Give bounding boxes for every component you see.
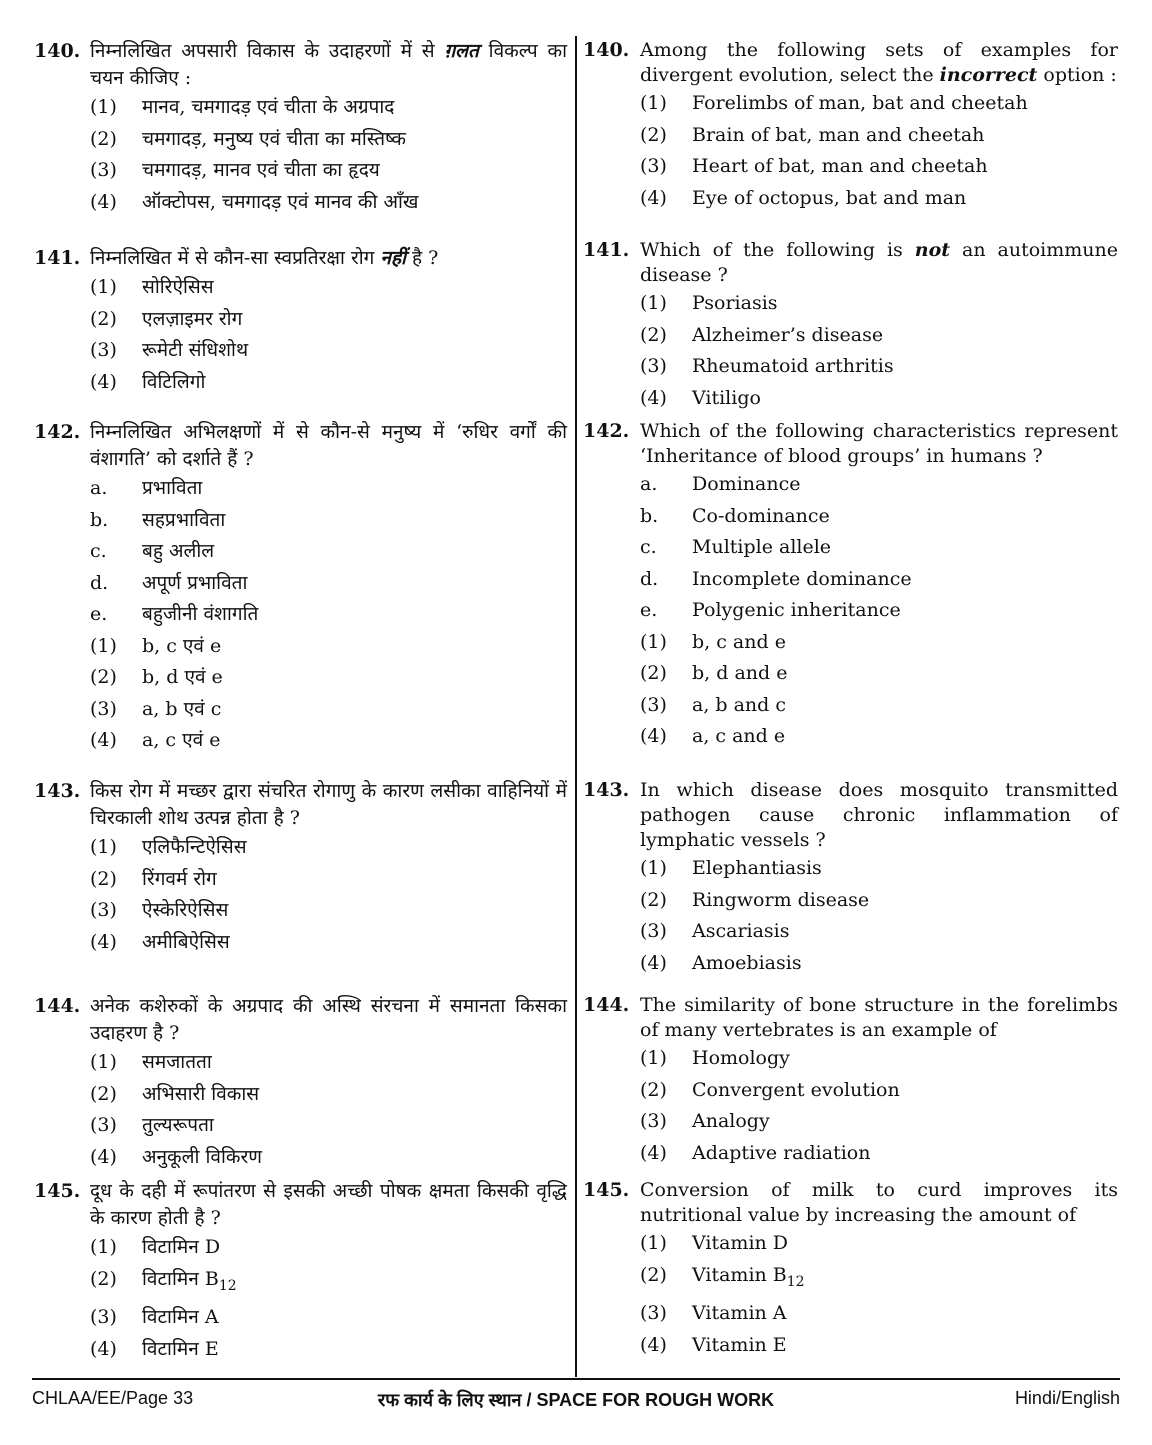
option-text: Alzheimer’s disease — [692, 323, 884, 346]
question-number: 140. — [34, 40, 81, 62]
option-key: (4) — [90, 1337, 117, 1360]
option-key: (4) — [640, 386, 667, 409]
option-key: c. — [90, 540, 107, 562]
option-item — [584, 183, 1118, 215]
option-text: b, d and e — [692, 662, 788, 684]
subscript: 12 — [218, 1277, 237, 1294]
option-text: विटामिन B — [142, 1267, 219, 1290]
option-key: (2) — [640, 662, 667, 684]
question-140 — [584, 38, 1118, 214]
option-text: Vitamin B — [692, 1263, 787, 1286]
option-text: Homology — [692, 1047, 790, 1069]
option-text: b, d एवं e — [142, 666, 223, 688]
question-number: 142. — [583, 420, 630, 442]
option-item — [584, 469, 1118, 501]
stem-text-end: विकल्प का चयन कीजिए : — [90, 40, 567, 89]
option-text: a, b एवं c — [142, 697, 222, 720]
stem-text: किस रोग में मच्छर द्वारा संचरित रोगाणु के कारण लसीका वाहिनियों में चिरकाली शोथ उत्पन्न होता है ? — [90, 780, 567, 829]
option-item — [34, 927, 567, 959]
option-key: (4) — [90, 930, 117, 953]
option-key: (1) — [640, 1047, 667, 1069]
option-text: Psoriasis — [692, 292, 778, 314]
question-stem — [34, 38, 567, 92]
option-item — [34, 1079, 567, 1111]
question-144 — [584, 993, 1118, 1169]
option-text: Ascariasis — [692, 920, 790, 942]
question-stem — [34, 993, 567, 1047]
stem-text-end: option : — [1037, 64, 1117, 86]
option-item — [584, 1106, 1118, 1138]
option-text: Convergent evolution — [692, 1078, 900, 1101]
option-key: e. — [90, 603, 108, 625]
option-text: सहप्रभाविता — [142, 508, 226, 531]
option-item — [584, 1138, 1118, 1170]
option-key: (3) — [90, 339, 117, 361]
stem-text: निम्नलिखित में से कौन-सा स्वप्रतिरक्षा रोग — [90, 247, 381, 269]
option-item — [584, 88, 1118, 120]
option-key: (4) — [640, 951, 667, 974]
stem-text-end: an autoimmune disease ? — [640, 239, 1118, 286]
option-item — [34, 1302, 567, 1334]
option-item — [584, 885, 1118, 917]
language-label: Hindi/English — [1014, 1388, 1120, 1408]
option-item — [34, 1264, 567, 1303]
option-text: Analogy — [692, 1110, 770, 1132]
option-key: (4) — [90, 190, 117, 213]
option-item — [584, 1298, 1118, 1330]
question-stem — [584, 1178, 1118, 1228]
stem-emphasis: incorrect — [939, 64, 1038, 86]
question-144 — [34, 993, 567, 1173]
option-item — [34, 304, 567, 336]
stem-text: The similarity of bone structure in the forelimbs of many vertebrates is an example of — [640, 994, 1118, 1041]
option-item — [34, 864, 567, 896]
option-key: (4) — [640, 725, 667, 747]
question-stem — [34, 419, 567, 473]
option-item — [584, 916, 1118, 948]
question-stem — [34, 1178, 567, 1232]
option-key: (4) — [640, 186, 667, 209]
option-item — [584, 383, 1118, 415]
option-item — [584, 1260, 1118, 1299]
question-number: 140. — [583, 39, 630, 61]
option-key: (2) — [640, 888, 667, 911]
stem-text: Which of the following characteristics represent ‘Inheritance of blood groups’ in humans ? — [640, 420, 1118, 467]
stem-text-end: है ? — [405, 247, 439, 269]
footer-rule — [32, 1378, 1120, 1380]
option-key: e. — [640, 599, 658, 621]
option-text: सोरिऐसिस — [142, 276, 214, 298]
option-text: चमगादड़, मनुष्य एवं चीता का मस्तिष्क — [142, 127, 406, 150]
option-item — [584, 120, 1118, 152]
option-key: b. — [640, 504, 659, 527]
option-text: तुल्यरूपता — [142, 1114, 214, 1136]
option-key: d. — [640, 567, 659, 590]
option-item — [584, 595, 1118, 627]
option-text: विटामिन A — [142, 1306, 219, 1328]
option-text: Co-dominance — [692, 504, 830, 527]
option-key: (2) — [90, 307, 117, 330]
option-text: Forelimbs of man, bat and cheetah — [692, 92, 1028, 114]
option-text: अभिसारी विकास — [142, 1082, 260, 1105]
option-text: प्रभाविता — [142, 477, 203, 499]
option-item — [34, 335, 567, 367]
option-text: बहु अलील — [142, 540, 215, 562]
option-text: Vitamin A — [692, 1302, 787, 1324]
option-item — [584, 151, 1118, 183]
option-text: b, c एवं e — [142, 634, 222, 657]
option-key: (4) — [90, 1145, 117, 1168]
question-stem — [34, 778, 567, 832]
question-141 — [34, 245, 567, 398]
option-text: रिंगवर्म रोग — [142, 867, 217, 890]
stem-emphasis: नहीं — [380, 247, 406, 269]
option-text: Polygenic inheritance — [692, 599, 901, 621]
option-key: (1) — [90, 836, 117, 858]
option-key: c. — [640, 536, 657, 558]
option-key: (4) — [90, 370, 117, 393]
option-text: अपूर्ण प्रभाविता — [142, 571, 248, 594]
option-key: d. — [90, 571, 109, 594]
option-key: (4) — [90, 729, 117, 751]
option-key: (1) — [640, 630, 667, 653]
page-footer — [32, 1388, 1120, 1414]
option-text: Vitamin D — [692, 1232, 789, 1254]
option-item — [584, 564, 1118, 596]
option-text: b, c and e — [692, 630, 786, 653]
option-key: (1) — [640, 292, 667, 314]
option-text: बहुजीनी वंशागति — [142, 603, 259, 625]
option-key: (1) — [640, 857, 667, 879]
stem-text: निम्नलिखित अभिलक्षणों में से कौन-से मनुष्य में ‘रुधिर वर्गों की वंशागति’ को दर्शाते हैं ? — [90, 421, 567, 470]
option-item — [34, 124, 567, 156]
option-item — [34, 1142, 567, 1174]
option-item — [34, 1334, 567, 1366]
option-text: Elephantiasis — [692, 857, 822, 879]
option-key: b. — [90, 508, 109, 531]
option-text: Dominance — [692, 473, 801, 495]
option-item — [34, 1232, 567, 1264]
stem-text: अनेक कशेरुकों के अग्रपाद की अस्थि संरचना में समानता किसका उदाहरण है ? — [90, 995, 567, 1044]
column-divider — [575, 36, 577, 1377]
option-item — [34, 725, 567, 757]
option-key: (1) — [90, 1236, 117, 1258]
question-141 — [584, 238, 1118, 414]
option-text: चमगादड़, मानव एवं चीता का हृदय — [142, 159, 380, 181]
option-text: Multiple allele — [692, 536, 832, 558]
option-item — [34, 568, 567, 600]
question-number: 141. — [583, 239, 630, 261]
option-text: ऑक्टोपस, चमगादड़ एवं मानव की आँख — [142, 190, 419, 213]
option-key: (1) — [90, 96, 117, 118]
option-item — [584, 351, 1118, 383]
option-text: Brain of bat, man and cheetah — [692, 123, 985, 146]
option-key: (3) — [640, 1302, 667, 1324]
option-item — [34, 694, 567, 726]
option-item — [34, 92, 567, 124]
option-text: एलज़ाइमर रोग — [142, 307, 243, 330]
option-text: मानव, चमगादड़ एवं चीता के अग्रपाद — [142, 96, 395, 118]
option-key: (3) — [640, 1110, 667, 1132]
option-text: विटामिन E — [142, 1337, 219, 1360]
option-item — [34, 155, 567, 187]
option-text: अमीबिऐसिस — [142, 930, 230, 953]
option-item — [584, 853, 1118, 885]
option-item — [34, 599, 567, 631]
option-text: Vitamin E — [692, 1333, 787, 1356]
option-item — [584, 1075, 1118, 1107]
option-key: (2) — [90, 1267, 117, 1290]
option-key: (2) — [90, 1082, 117, 1105]
question-number: 143. — [583, 779, 630, 801]
option-key: (2) — [90, 666, 117, 688]
option-item — [584, 1330, 1118, 1362]
option-item — [584, 288, 1118, 320]
option-item — [34, 1110, 567, 1142]
option-item — [584, 1228, 1118, 1260]
question-142 — [34, 419, 567, 757]
option-key: (4) — [640, 1141, 667, 1164]
option-key: (2) — [640, 1263, 667, 1286]
option-key: (1) — [640, 1232, 667, 1254]
stem-text: दूध के दही में रूपांतरण से इसकी अच्छी पोषक क्षमता किसकी वृद्धि के कारण होती है ? — [90, 1180, 567, 1229]
question-stem — [34, 245, 567, 272]
question-stem — [584, 993, 1118, 1043]
option-text: Incomplete dominance — [692, 567, 912, 590]
option-text: अनुकूली विकिरण — [142, 1145, 263, 1168]
option-text: Amoebiasis — [692, 951, 802, 974]
option-text: a, c and e — [692, 725, 786, 747]
option-text: Eye of octopus, bat and man — [692, 186, 967, 209]
option-item — [34, 505, 567, 537]
option-key: (2) — [640, 1078, 667, 1101]
option-text: एलिफैन्टिऐसिस — [142, 836, 247, 858]
option-item — [34, 473, 567, 505]
question-142 — [584, 419, 1118, 753]
option-text: a, c एवं e — [142, 729, 221, 751]
stem-emphasis: ग़लत — [444, 40, 479, 62]
option-key: (3) — [90, 1114, 117, 1136]
stem-text: Which of the following is — [640, 239, 915, 261]
option-item — [34, 187, 567, 219]
question-145 — [584, 1178, 1118, 1361]
option-key: (2) — [640, 323, 667, 346]
option-item — [584, 627, 1118, 659]
option-key: (1) — [640, 92, 667, 114]
option-item — [584, 948, 1118, 980]
rough-work-label: रफ कार्य के लिए स्थान / SPACE FOR ROUGH WORK — [377, 1390, 775, 1410]
option-item — [34, 832, 567, 864]
subscript: 12 — [786, 1273, 805, 1290]
option-text: विटिलिगो — [142, 370, 206, 393]
question-stem — [584, 419, 1118, 469]
question-number: 145. — [583, 1179, 630, 1201]
option-text: Rheumatoid arthritis — [692, 355, 894, 377]
option-text: Vitiligo — [692, 386, 761, 409]
option-text: समजातता — [142, 1051, 212, 1073]
option-item — [34, 1047, 567, 1079]
question-140 — [34, 38, 567, 218]
option-key: (3) — [90, 1306, 117, 1328]
option-item — [34, 272, 567, 304]
option-text: विटामिन D — [142, 1236, 221, 1258]
option-item — [34, 536, 567, 568]
option-item — [34, 895, 567, 927]
stem-text: निम्नलिखित अपसारी विकास के उदाहरणों में से — [90, 40, 445, 62]
stem-text: In which disease does mosquito transmitted pathogen cause chronic inflammation of lymphatic vessels ? — [640, 779, 1118, 851]
option-key: (1) — [90, 634, 117, 657]
option-item — [584, 690, 1118, 722]
option-item — [584, 658, 1118, 690]
option-key: (3) — [90, 899, 117, 921]
option-text: ऐस्केरिऐसिस — [142, 899, 229, 921]
option-key: (3) — [640, 920, 667, 942]
question-number: 142. — [34, 421, 81, 443]
option-key: (4) — [640, 1333, 667, 1356]
stem-emphasis: not — [914, 239, 951, 261]
question-stem — [584, 38, 1118, 88]
page-code: CHLAA/EE/Page 33 — [32, 1388, 194, 1408]
option-item — [584, 1043, 1118, 1075]
option-key: (2) — [90, 127, 117, 150]
option-key: (1) — [90, 276, 117, 298]
option-text: Adaptive radiation — [692, 1141, 871, 1164]
question-stem — [584, 238, 1118, 288]
option-text: a, b and c — [692, 693, 787, 716]
option-item — [584, 320, 1118, 352]
option-text: Ringworm disease — [692, 888, 870, 911]
option-item — [34, 367, 567, 399]
question-number: 145. — [34, 1180, 81, 1202]
option-item — [584, 721, 1118, 753]
option-key: a. — [90, 477, 108, 499]
option-key: (1) — [90, 1051, 117, 1073]
stem-text: Among the following sets of examples for divergent evolution, select the — [640, 39, 1118, 86]
option-text: रूमेटी संधिशोथ — [142, 339, 249, 361]
option-key: (3) — [640, 693, 667, 716]
question-143 — [584, 778, 1118, 979]
question-number: 144. — [34, 995, 81, 1017]
option-key: (3) — [640, 355, 667, 377]
stem-text: Conversion of milk to curd improves its nutritional value by increasing the amount of — [640, 1179, 1118, 1226]
question-145 — [34, 1178, 567, 1365]
option-item — [34, 662, 567, 694]
option-key: (2) — [90, 867, 117, 890]
option-key: (3) — [90, 697, 117, 720]
question-number: 143. — [34, 780, 81, 802]
option-key: (2) — [640, 123, 667, 146]
option-item — [584, 532, 1118, 564]
question-stem — [584, 778, 1118, 853]
option-key: (3) — [90, 159, 117, 181]
question-143 — [34, 778, 567, 958]
option-item — [584, 501, 1118, 533]
option-key: a. — [640, 473, 658, 495]
question-number: 141. — [34, 247, 81, 269]
option-text: Heart of bat, man and cheetah — [692, 155, 988, 177]
option-key: (3) — [640, 155, 667, 177]
question-number: 144. — [583, 994, 630, 1016]
option-item — [34, 631, 567, 663]
